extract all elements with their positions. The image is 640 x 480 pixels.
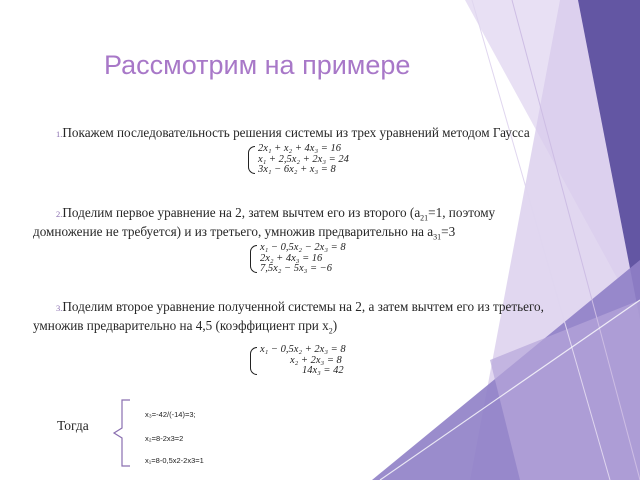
answer-x1: x₁=8-0,5x2-2x3=1 xyxy=(145,456,204,465)
step-number: 2. xyxy=(56,209,63,219)
step-text-line1: Поделим второе уравнение полученной системы на 2, а затем вычтем его из третьего, xyxy=(62,299,544,314)
answer-label: Тогда xyxy=(57,418,89,433)
step-text: Покажем последовательность решения системы из трех уравнений методом Гаусса xyxy=(62,125,530,140)
equation: x₂ + 2x₃ = 8 xyxy=(290,354,342,366)
equation: x₁ − 0,5x₂ + 2x₃ = 8 xyxy=(260,344,346,355)
step-text-end: =3 xyxy=(441,224,456,239)
step-2-text xyxy=(33,204,593,240)
equation: 7,5x₂ − 5x₃ = −6 xyxy=(260,263,333,274)
step-text-mid: =1, поэтому xyxy=(428,205,496,220)
brace xyxy=(250,347,257,375)
step-number: 3. xyxy=(56,303,63,313)
step-text-end: ) xyxy=(332,318,338,333)
equation: x₁ + 2,5x₂ + 2x₃ = 24 xyxy=(258,153,349,165)
equation: 14x₃ = 42 xyxy=(302,365,344,376)
step-number: 1. xyxy=(56,129,63,139)
equation: x₁ − 0,5x₂ − 2x₃ = 8 xyxy=(260,242,346,253)
equation-system-2 xyxy=(250,243,346,275)
answer-brace xyxy=(112,398,132,468)
equation-system-1 xyxy=(248,144,349,176)
equation: 2x₁ + x₂ + 4x₃ = 16 xyxy=(258,143,341,154)
step-text-line2: домножение не требуется) и из третьего, умножив предварительно на а xyxy=(33,224,434,239)
step-3-text xyxy=(33,298,603,334)
brace xyxy=(248,146,255,174)
step-text-line1: Поделим первое уравнение на 2, затем вычтем его из второго (а xyxy=(62,205,421,220)
answer-x2: x₂=8-2x3=2 xyxy=(145,434,184,443)
step-1-text xyxy=(56,124,530,143)
subscript: 2 xyxy=(328,326,333,336)
step-text-line2: умножив предварительно на 4,5 (коэффициент при х xyxy=(33,318,329,333)
answer-x3: x₃=-42/(-14)=3; xyxy=(145,410,196,419)
equation: 2x₂ + 4x₃ = 16 xyxy=(260,252,323,264)
slide-title: Рассмотрим на примере xyxy=(104,50,411,80)
subscript: 21 xyxy=(420,213,429,223)
subscript: 31 xyxy=(433,232,442,242)
brace xyxy=(250,245,257,273)
equation: 3x₁ − 6x₂ + x₃ = 8 xyxy=(258,164,336,175)
equation-system-3 xyxy=(250,345,346,377)
